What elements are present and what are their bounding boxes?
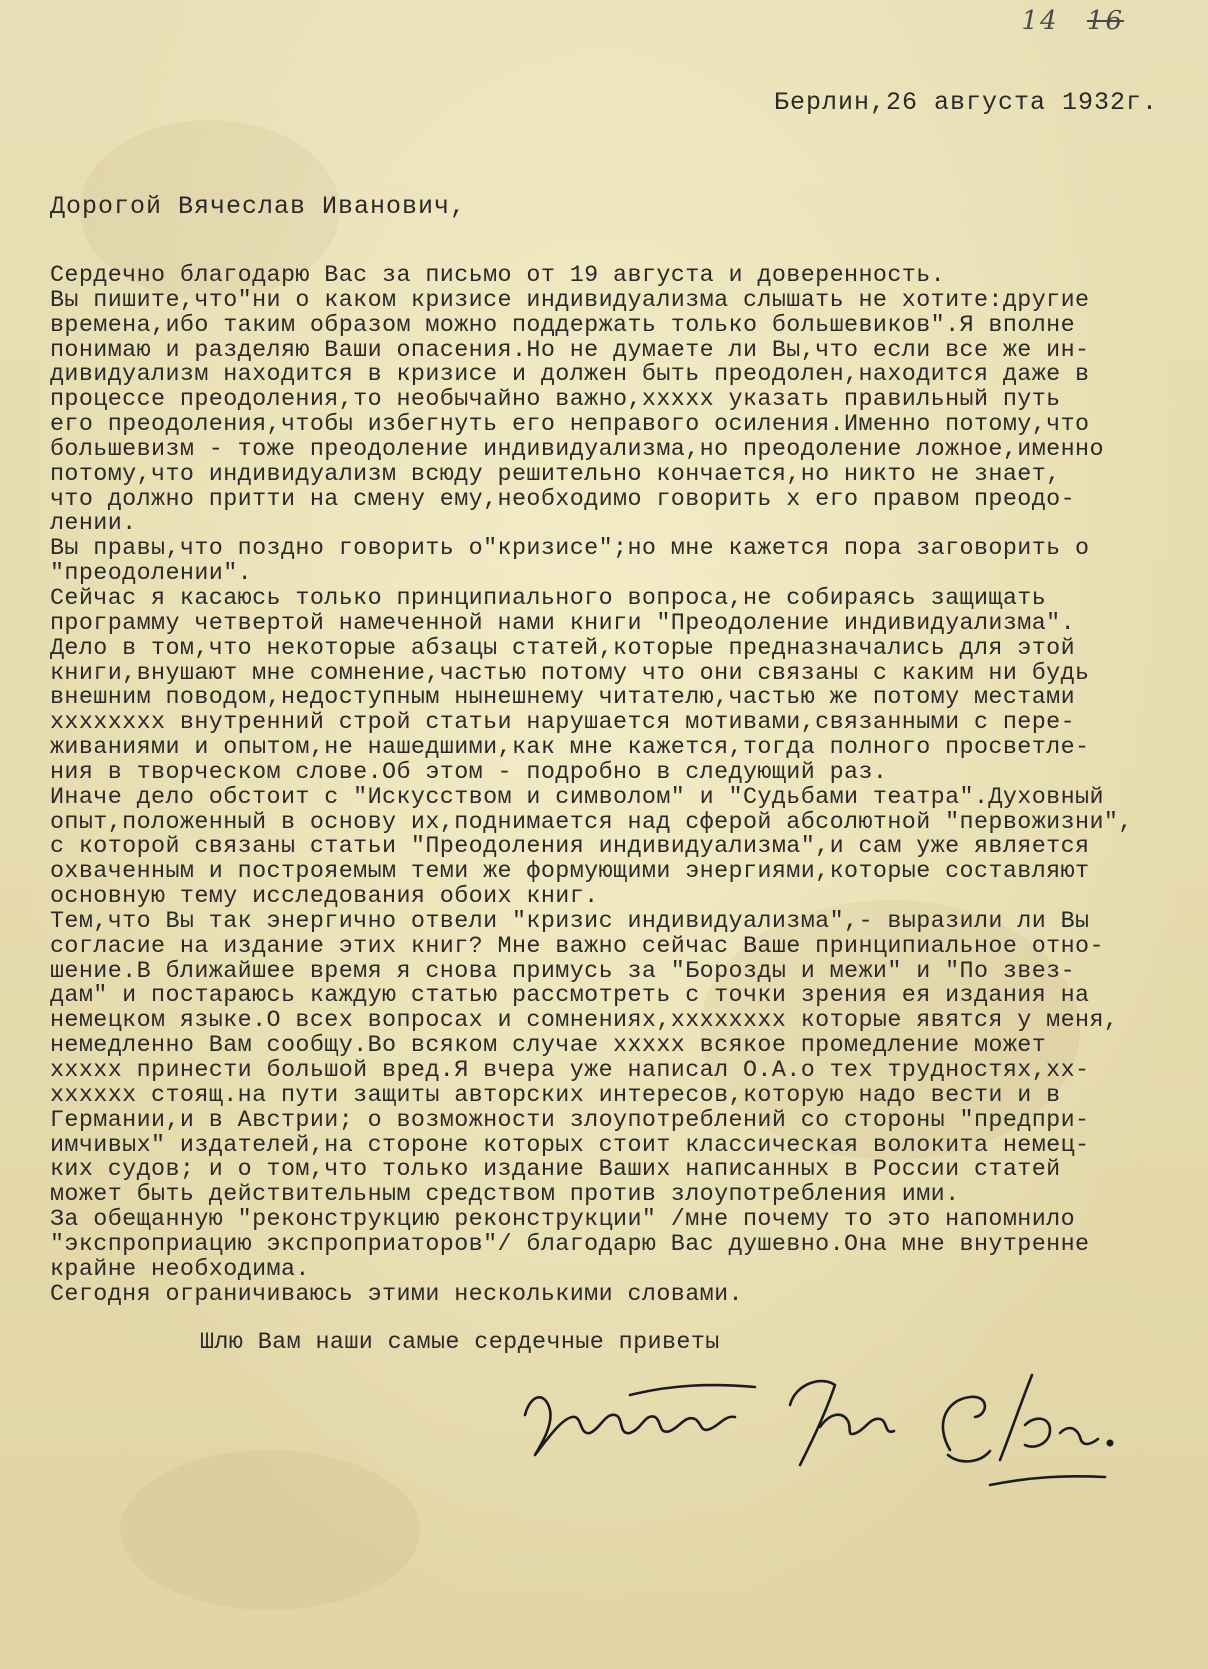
letter-body-line: Тем,что Вы так энергично отвели "кризис индивидуализма",- выразили ли Вы	[50, 908, 1090, 935]
paper-stain	[120, 1450, 420, 1610]
letter-body-line: большевизм - тоже преодоление индивидуализма,но преодоление ложное,именно	[50, 436, 1104, 463]
letter-date: Берлин,26 августа 1932г.	[773, 88, 1158, 117]
letter-body-line: Сейчас я касаюсь только принципиального вопроса,не собираясь защищать	[50, 585, 1047, 612]
letter-body-line: согласие на издание этих книг? Мне важно сейчас Ваше принципиальное отно-	[50, 933, 1104, 960]
letter-body-line: имчивых" издателей,на стороне которых стоит классическая волокита немец-	[50, 1132, 1090, 1159]
letter-body-line: его преодоления,чтобы избегнуть его неправого осиления.Именно потому,что	[50, 412, 1090, 439]
letter-body-line: "экспроприацию экспроприаторов"/ благодарю Вас душевно.Она мне внутренне	[50, 1231, 1090, 1258]
letter-body-line: Сердечно благодарю Вас за письмо от 19 августа и доверенность.	[50, 263, 946, 289]
letter-body-line: с которой связаны статьи "Преодоления индивидуализма",и сам уже является	[50, 834, 1090, 861]
letter-body-line: хххххх стоящ.на пути защиты авторских интересов,которую надо вести и в	[50, 1082, 1061, 1109]
letter-body-line: Иначе дело обстоит с "Искусством и символом" и "Судьбами театра".Духовный	[50, 784, 1104, 811]
letter-body-line: лении.	[50, 511, 137, 538]
archive-folio-number	[1022, 6, 1124, 36]
letter-body-line: дивидуализм находится в кризисе и должен быть преодолен,находится даже в	[50, 362, 1090, 389]
letter-body-line: книги,внушают мне сомнение,частью потому что они связаны с каким ни будь	[50, 660, 1090, 687]
letter-body-line: немецком языке.О всех вопросах и сомнениях,хххххххх которые явятся у меня,	[50, 1008, 1119, 1035]
letter-body-line: ххххх принести большой вред.Я вчера уже написал О.А.о тех трудностях,хх-	[50, 1058, 1090, 1084]
letter-body-line: ких судов; и о том,что только издание Ваших написанных в России статей	[50, 1157, 1061, 1184]
folio-old: 14	[1021, 6, 1059, 36]
letter-body-line: Дело в том,что некоторые абзацы статей,которые предназначались для этой	[50, 635, 1076, 662]
letter-body-line: ния в творческом слове.Об этом - подробно в следующий раз.	[50, 759, 888, 786]
letter-body-line: живаниями и опытом,не нашедшими,как мне кажется,тогда полного просветле-	[50, 735, 1090, 762]
letter-body-line: внешним поводом,недоступным нынешнему читателю,частью же потому местами	[50, 685, 1076, 712]
letter-salutation: Дорогой Вячеслав Иванович,	[50, 192, 467, 221]
signature-drawing	[520, 1355, 1120, 1505]
letter-body-line: понимаю и разделяю Ваши опасения.Но не думаете ли Вы,что если все же ин-	[50, 337, 1090, 364]
letter-body-line: программу четвертой намеченной нами книги "Преодоление индивидуализма".	[50, 610, 1076, 637]
letter-body-line: опыт,положенный в основу их,поднимается над сферой абсолютной "первожизни",	[50, 809, 1133, 836]
letter-body-line: основную тему исследования обоих книг.	[50, 884, 599, 911]
letter-body-line: времена,ибо таким образом можно поддержать только большевиков".Я вполне	[50, 312, 1076, 339]
letter-closing: Шлю Вам наши самые сердечные приветы	[200, 1330, 720, 1356]
handwritten-signature	[520, 1355, 1120, 1505]
letter-body-line: "преодолении".	[50, 561, 253, 588]
letter-body-line: шение.В ближайшее время я снова примусь за "Борозды и межи" и "По звез-	[50, 958, 1076, 985]
letter-body-line: может быть действительным средством против злоупотребления ими.	[50, 1182, 960, 1209]
letter-body	[50, 264, 1175, 1307]
letter-body-line: потому,что индивидуализм всюду решительно кончается,но никто не знает,	[50, 461, 1061, 488]
letter-body-line: Сегодня ограничиваюсь этими несколькими словами.	[50, 1281, 743, 1308]
letter-body-line: охваченным и построяемым теми же формующими энергиями,которые составляют	[50, 859, 1090, 886]
letter-body-line: немедленно Вам сообщу.Во всяком случае ххххх всякое промедление может	[50, 1033, 1047, 1060]
folio-new: 16	[1086, 6, 1124, 36]
letter-body-line: Германии,и в Австрии; о возможности злоупотреблений со стороны "предпри-	[50, 1107, 1090, 1134]
letter-body-line: дам" и постараюсь каждую статью рассмотреть с точки зрения ея издания на	[50, 983, 1090, 1010]
letter-body-line: хххххххх внутренний строй статьи нарушается мотивами,связанными с пере-	[50, 710, 1076, 737]
letter-body-line: процессе преодоления,то необычайно важно,ххххх указать правильный путь	[50, 387, 1061, 414]
letter-body-line: Вы правы,что поздно говорить о"кризисе";но мне кажется пора заговорить о	[50, 536, 1090, 563]
letter-body-line: что должно притти на смену ему,необходимо говорить х его правом преодо-	[50, 486, 1076, 513]
letter-body-line: За обещанную "реконструкцию реконструкции" /мне почему то это напомнило	[50, 1207, 1076, 1234]
letter-body-line: крайне необходима.	[50, 1256, 310, 1283]
letter-body-line: Вы пишите,что"ни о каком кризисе индивидуализма слышать не хотите:другие	[50, 287, 1090, 314]
